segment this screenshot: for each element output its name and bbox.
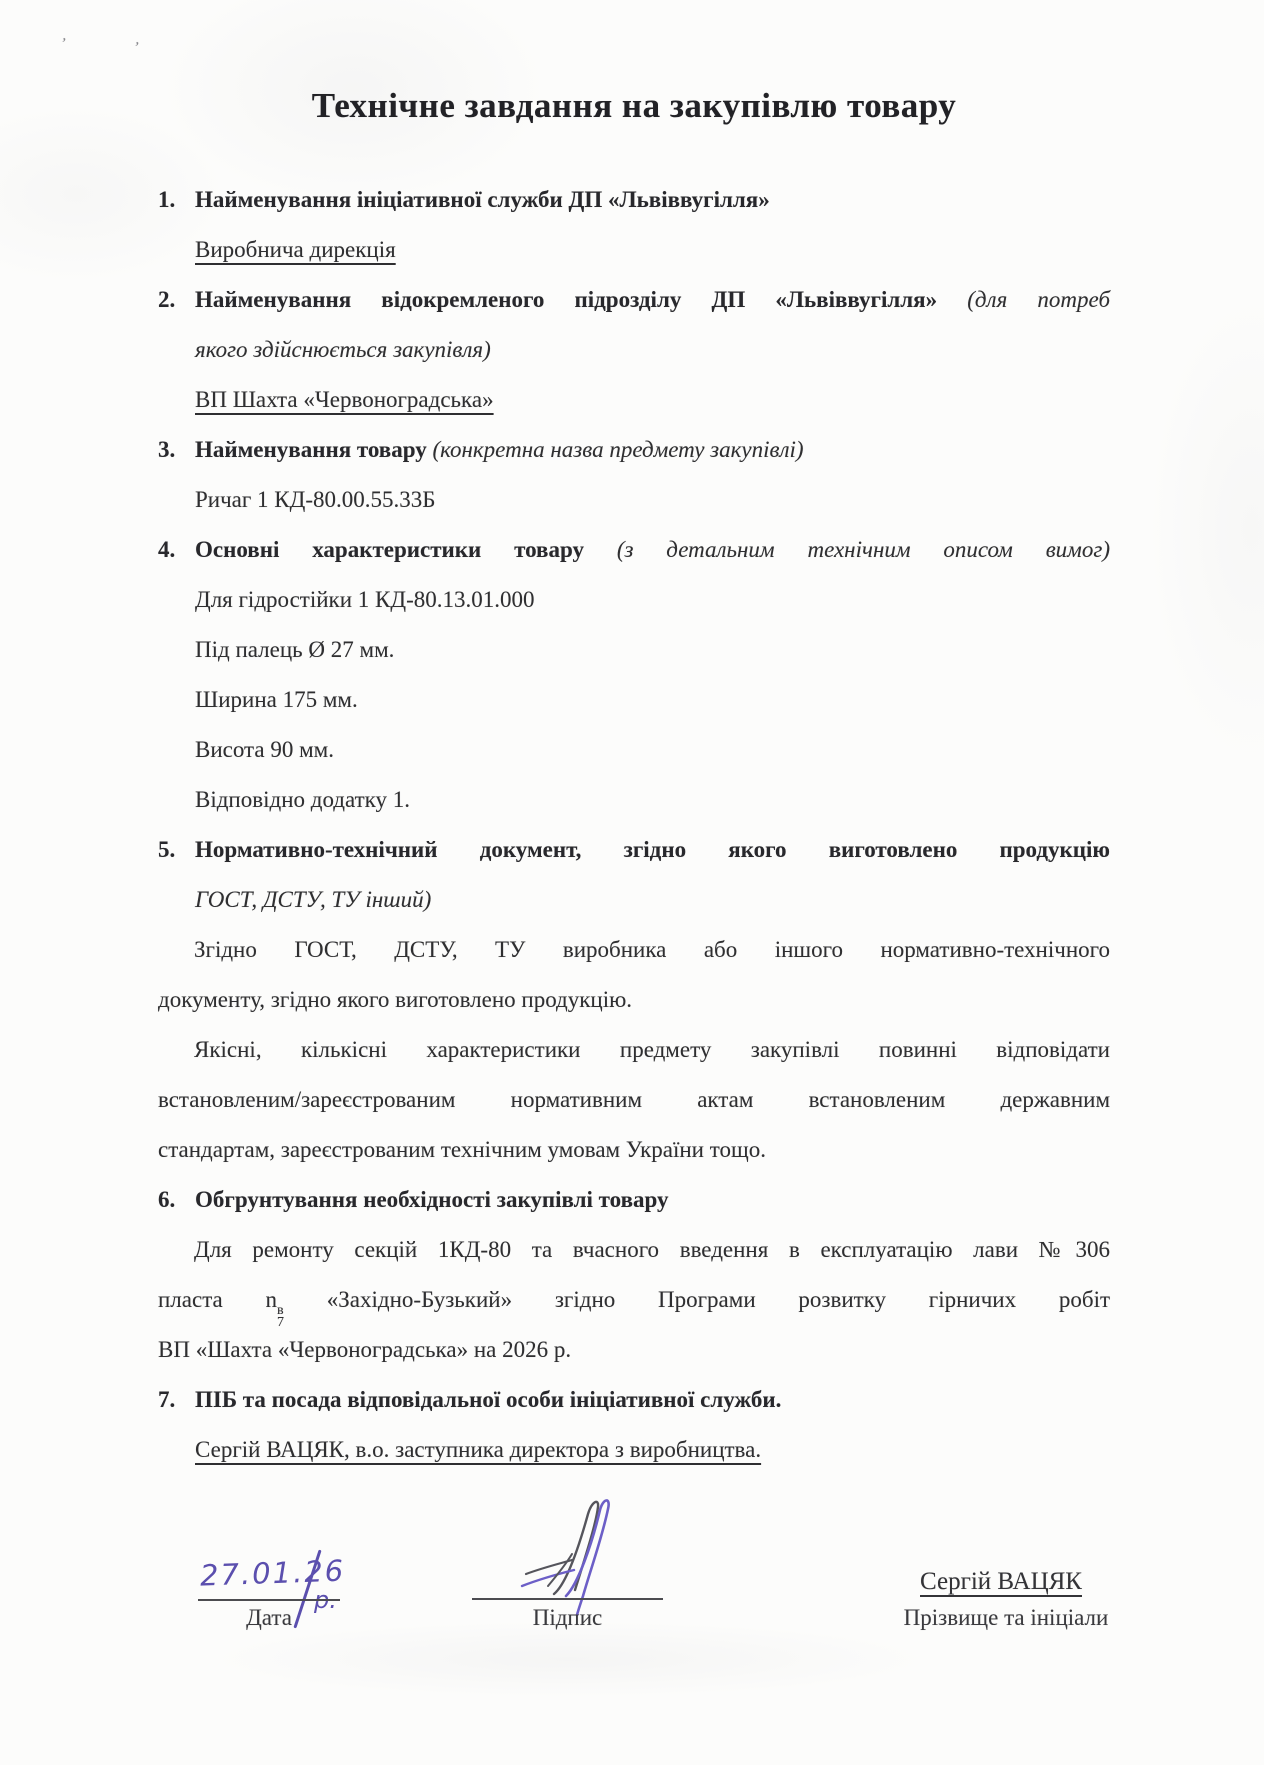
- item-7-heading: 7. ПІБ та посада відповідальної особи ініціативної служби.: [195, 1375, 1110, 1425]
- list-item-7: [158, 1375, 1110, 1475]
- scan-artifact-mark: ’: [59, 35, 68, 53]
- item-5-heading-continued: ГОСТ, ДСТУ, ТУ інший): [195, 887, 432, 912]
- item-number: 3.: [158, 437, 176, 462]
- item-4-spec-line: Відповідно додатку 1.: [195, 787, 411, 812]
- name-label: Прізвище та ініціали: [903, 1605, 1109, 1630]
- item-1-answer: Виробнича дирекція: [195, 237, 396, 262]
- item-5-heading: 5. Нормативно-технічний документ, згідно якого виготовлено продукцію: [195, 825, 1110, 875]
- list-item-3: [158, 425, 1110, 525]
- list-item-1: [158, 175, 1110, 275]
- item-2-heading-continued: якого здійснюється закупівля): [195, 337, 491, 362]
- list-item-5: [158, 825, 1110, 1175]
- item-3-answer: Ричаг 1 КД-80.00.55.33Б: [195, 487, 436, 512]
- signature-line: [472, 1598, 663, 1600]
- item-5-paragraph-line: Згідно ГОСТ, ДСТУ, ТУ виробника або іншого нормативно-технічного: [194, 937, 1110, 962]
- item-6-paragraph-line: Для ремонту секцій 1КД-80 та вчасного введення в експлуатацію лави №306: [194, 1237, 1110, 1262]
- scan-artifact-mark: ’: [132, 39, 141, 57]
- item-5-paragraph-line: Якісні, кількісні характеристики предмету закупівлі повинні відповідати: [194, 1037, 1110, 1062]
- list-item-2: [158, 275, 1111, 425]
- handwritten-date: 27.01.26: [199, 1553, 346, 1593]
- item-6-paragraph-line: пласта n в 7 «Західно-Бузький» згідно Програми розвитку гірничих робіт: [158, 1287, 1111, 1330]
- item-4-spec-line: Ширина 175 мм.: [195, 687, 358, 712]
- item-1-heading: 1. Найменування ініціативної служби ДП «Львіввугілля»: [195, 175, 1110, 225]
- item-6-paragraph-line: ВП «Шахта «Червоноградська» на 2026 р.: [158, 1337, 572, 1362]
- item-4-spec-line: Для гідростійки 1 КД-80.13.01.000: [195, 587, 535, 612]
- document-title: Технічне завдання на закупівлю товару: [311, 86, 957, 125]
- item-4-spec-line: Висота 90 мм.: [195, 737, 334, 762]
- list-item-4: [158, 525, 1110, 825]
- item-2-heading: 2. Найменування відокремленого підрозділу ДП «Львіввугілля» (для потреб: [195, 275, 1110, 325]
- item-number: 1.: [158, 187, 176, 212]
- item-6-heading: 6. Обгрунтування необхідності закупівлі товару: [195, 1175, 1110, 1225]
- item-3-heading: 3. Найменування товару (конкретна назва предмету закупівлі): [195, 425, 1110, 475]
- handwritten-date-suffix: р.: [314, 1586, 337, 1614]
- date-label: Дата: [246, 1605, 292, 1630]
- item-4-heading: 4. Основні характеристики товару (з детальним технічним описом вимог): [195, 525, 1110, 575]
- item-number: 2.: [158, 287, 176, 312]
- item-2-answer: ВП Шахта «Червоноградська»: [195, 387, 494, 412]
- item-number: 4.: [158, 537, 176, 562]
- item-number: 7.: [158, 1387, 176, 1412]
- list-item-6: [158, 1175, 1111, 1375]
- seam-notation: n в 7: [265, 1287, 285, 1330]
- responsible-person-name: Сергій ВАЦЯК: [920, 1568, 1082, 1595]
- item-5-paragraph-line: стандартам, зареєстрованим технічним умовам України тощо.: [158, 1137, 766, 1162]
- item-number: 5.: [158, 837, 176, 862]
- document-body: [158, 175, 1110, 1475]
- item-4-spec-line: Під палець Ø 27 мм.: [195, 637, 395, 662]
- item-5-paragraph-line: встановленим/зареєстрованим нормативним актам встановленим державним: [158, 1087, 1110, 1112]
- item-number: 6.: [158, 1187, 176, 1212]
- item-7-answer: Сергій ВАЦЯК, в.о. заступника директора з виробництва.: [195, 1437, 762, 1462]
- signature-label: Підпис: [532, 1605, 603, 1630]
- item-5-paragraph-line: документу, згідно якого виготовлено продукцію.: [158, 987, 633, 1012]
